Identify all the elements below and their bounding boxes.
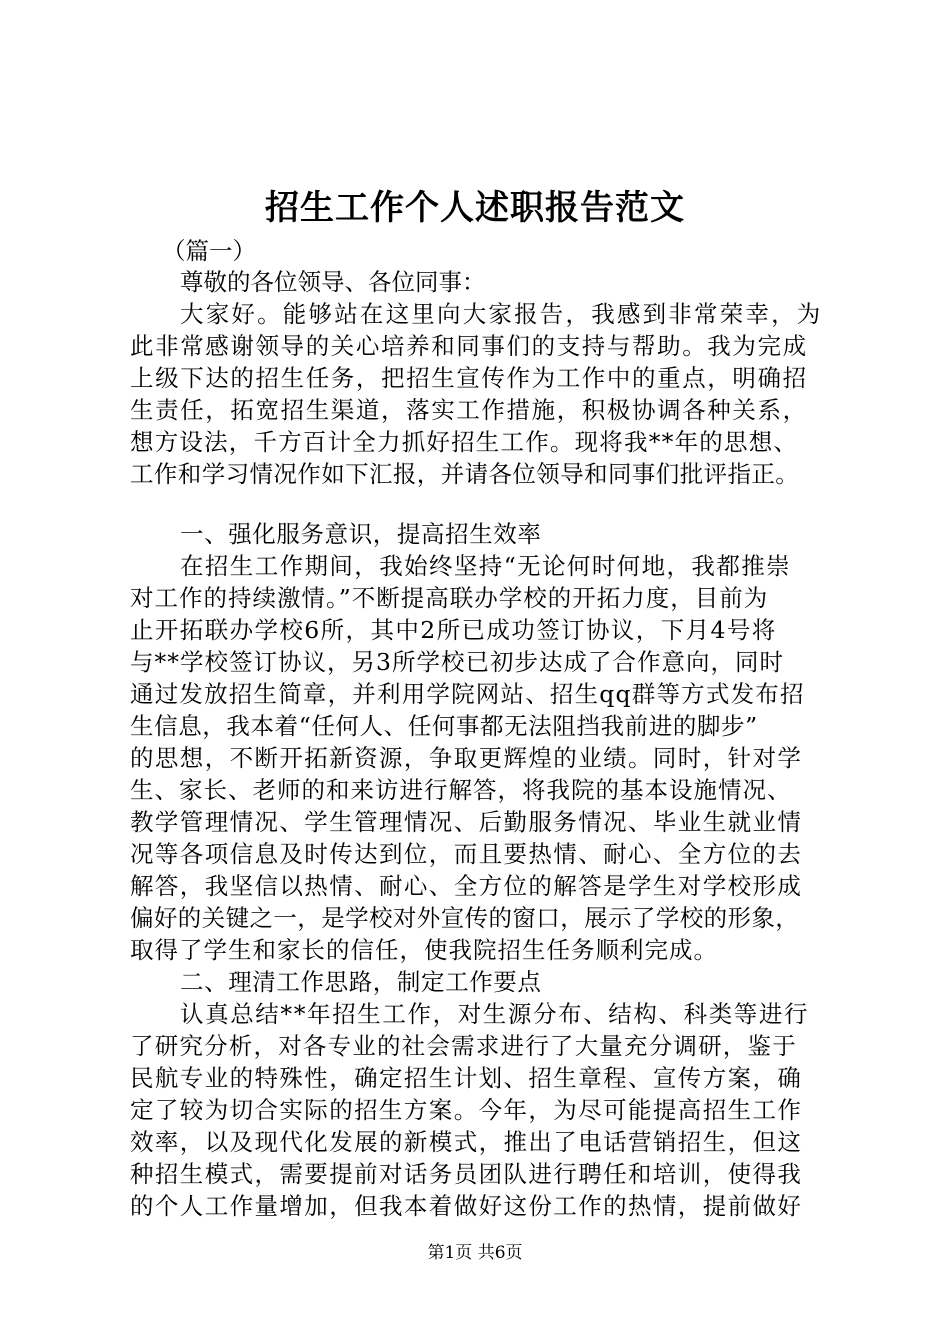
paragraph-line: 取得了学生和家长的信任，使我院招生任务顺利完成。	[130, 936, 718, 964]
paragraph-line: 效率，以及现代化发展的新模式，推出了电话营销招生，但这	[130, 1128, 803, 1156]
paragraph-line: 大家好。能够站在这里向大家报告，我感到非常荣幸，为	[180, 300, 823, 328]
paragraph-line: 种招生模式，需要提前对话务员团队进行聘任和培训，使得我	[130, 1160, 803, 1188]
paragraph-line: 想方设法，千方百计全力抓好招生工作。现将我**年的思想、	[130, 428, 799, 456]
paragraph-line: 此非常感谢领导的关心培养和同事们的支持与帮助。我为完成	[130, 332, 808, 360]
paragraph-line: 对工作的持续激情。”不断提高联办学校的开拓力度，目前为	[130, 584, 769, 612]
paragraph-line: 民航专业的特殊性，确定招生计划、招生章程、宣传方案，确	[130, 1064, 803, 1092]
paragraph-line: 止开拓联办学校6所，其中2所已成功签订协议，下月4号将	[130, 616, 777, 644]
section-label: （篇一）	[162, 237, 256, 265]
paragraph-line: 生责任，拓宽招生渠道，落实工作措施，积极协调各种关系，	[130, 396, 808, 424]
paragraph-line: 通过发放招生简章，并利用学院网站、招生qq群等方式发布招	[130, 680, 805, 708]
paragraph-line: 解答，我坚信以热情、耐心、全方位的解答是学生对学校形成	[130, 872, 803, 900]
paragraph-line: 上级下达的招生任务，把招生宣传作为工作中的重点，明确招	[130, 364, 808, 392]
paragraph-line: 与**学校签订协议，另3所学校已初步达成了合作意向，同时	[130, 648, 784, 676]
paragraph-line: 了研究分析，对各专业的社会需求进行了大量充分调研，鉴于	[130, 1032, 797, 1060]
section-heading: 一、强化服务意识，提高招生效率	[180, 520, 542, 548]
paragraph-line: 在招生工作期间，我始终坚持“无论何时何地，我都推崇	[180, 552, 792, 580]
paragraph-line: 教学管理情况、学生管理情况、后勤服务情况、毕业生就业情	[130, 808, 803, 836]
paragraph-line: 生信息，我本着“任何人、任何事都无法阻挡我前进的脚步”	[130, 712, 758, 740]
section-heading: 二、理清工作思路，制定工作要点	[180, 968, 542, 996]
salutation: 尊敬的各位领导、各位同事：	[180, 268, 486, 296]
paragraph-line: 的个人工作量增加，但我本着做好这份工作的热情，提前做好	[130, 1192, 803, 1220]
paragraph-line: 定了较为切合实际的招生方案。今年，为尽可能提高招生工作	[130, 1096, 803, 1124]
paragraph-line: 况等各项信息及时传达到位，而且要热情、耐心、全方位的去	[130, 840, 803, 868]
paragraph-line: 生、家长、老师的和来访进行解答，将我院的基本设施情况、	[130, 776, 792, 804]
paragraph-line: 偏好的关键之一，是学校对外宣传的窗口，展示了学校的形象，	[130, 904, 800, 932]
paragraph-line: 的思想，不断开拓新资源，争取更辉煌的业绩。同时，针对学	[130, 744, 803, 772]
paragraph-line: 认真总结**年招生工作，对生源分布、结构、科类等进行	[180, 1000, 810, 1028]
paragraph-line: 工作和学习情况作如下汇报，并请各位领导和同事们批评指正。	[130, 460, 800, 488]
page-number-footer: 第1页 共6页	[427, 1243, 523, 1263]
document-title: 招生工作个人述职报告范文	[265, 188, 685, 228]
